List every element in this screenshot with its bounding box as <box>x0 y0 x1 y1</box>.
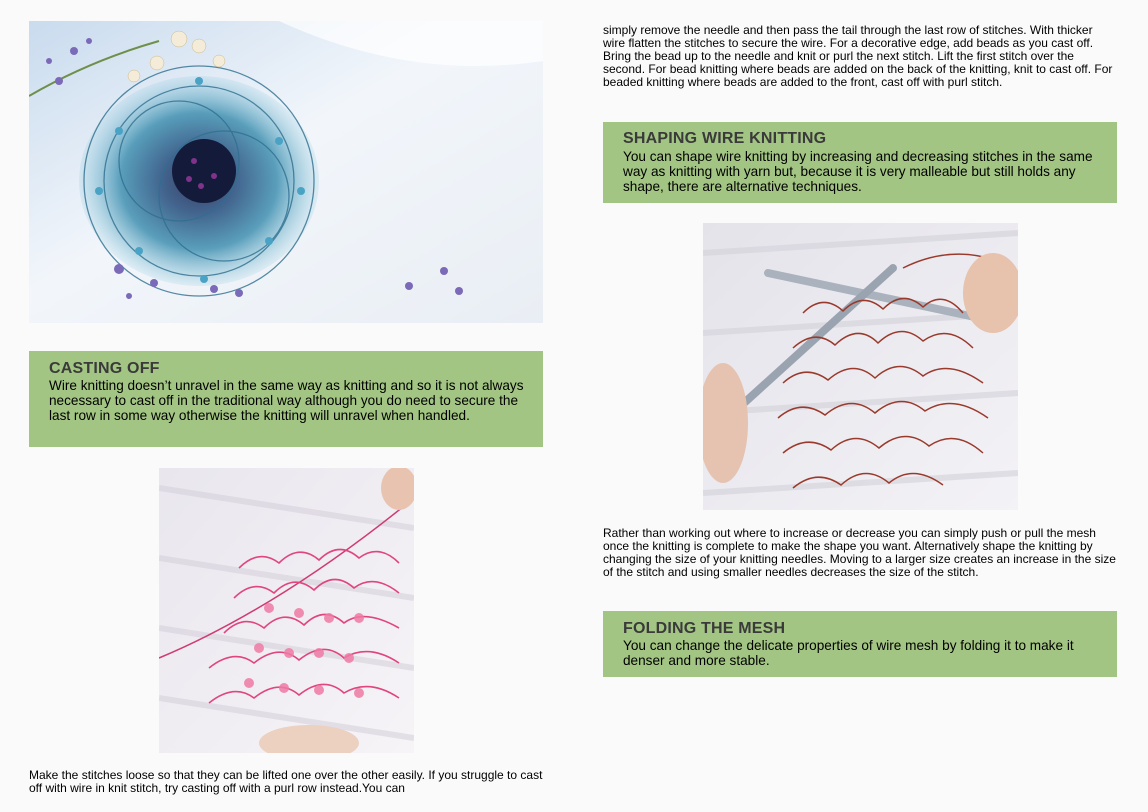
casting-off-heading: CASTING OFF <box>49 360 160 377</box>
shaping-heading: SHAPING WIRE KNITTING <box>623 130 827 147</box>
folding-heading: FOLDING THE MESH <box>623 620 786 637</box>
shaping-text: You can shape wire knitting by increasing and decreasing stitches in the same way as knitting with yarn but, because it is very malleable but still holds any shape, there are alternative techniques. <box>623 149 1093 194</box>
photo-blue-wire-flower <box>29 21 543 323</box>
folding-the-mesh-box <box>603 611 1117 677</box>
right-top-paragraph: simply remove the needle and then pass the tail through the last row of stitches. With thicker wire flatten the stitches to secure the wire. For a decorative edge, add beads as you cast off. Bring the bead up to the needle and knit or purl the next stitch. Lift the first stitch over the second. For bead knitting where beads are added on the back of the knitting, knit to cast off. For beaded knitting where beads are added to the front, cast off with purl stitch. <box>603 23 1113 89</box>
left-bottom-paragraph: Make the stitches loose so that they can be lifted one over the other easily. If you struggle to cast off with wire in knit stitch, try casting off with a purl row instead.You can <box>29 768 543 795</box>
right-middle-paragraph: Rather than working out where to increase or decrease you can simply push or pull the mesh once the knitting is complete to make the shape you want. Alternatively shape the knitting by changing the size of your knitting needles. Moving to a larger size creates an increase in the size of the stitch and using smaller needles decreases the size of the stitch. <box>603 526 1116 579</box>
casting-off-text: Wire knitting doesn’t unravel in the same way as knitting and so it is not always necessary to cast off in the traditional way although you do need to secure the last row in some way otherwise the knitting will unravel when handled. <box>49 378 524 423</box>
folding-text: You can change the delicate properties of wire mesh by folding it to make it denser and more stable. <box>623 638 1074 668</box>
photo-copper-wire-knitting <box>703 223 1018 510</box>
photo-pink-wire-knitting <box>159 468 414 753</box>
shaping-wire-knitting-box <box>603 122 1117 203</box>
casting-off-box <box>29 351 543 447</box>
